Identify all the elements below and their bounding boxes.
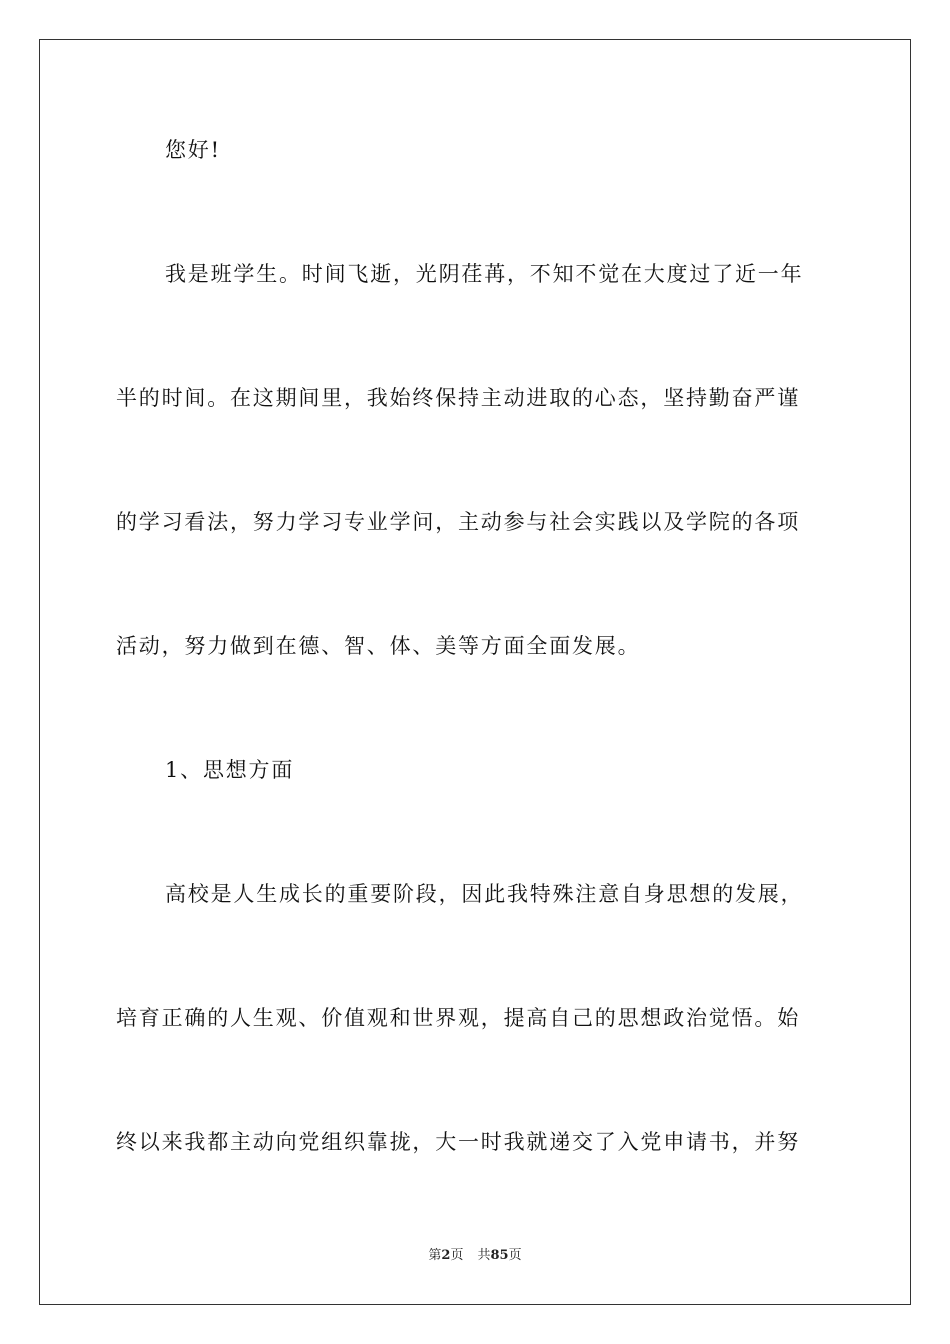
paragraph-line: 终以来我都主动向党组织靠拢，大一时我就递交了入党申请书，并努 bbox=[116, 1130, 800, 1154]
paragraph-line: 活动，努力做到在德、智、体、美等方面全面发展。 bbox=[116, 634, 641, 658]
page-number: 2 bbox=[441, 1248, 451, 1263]
page-suffix: 页 bbox=[450, 1248, 464, 1263]
total-pages: 85 bbox=[490, 1248, 509, 1263]
greeting: 您好! bbox=[165, 138, 221, 162]
total-prefix: 共 bbox=[477, 1248, 491, 1263]
paragraph-line: 的学习看法，努力学习专业学问，主动参与社会实践以及学院的各项 bbox=[116, 510, 800, 534]
page-footer bbox=[0, 1246, 950, 1266]
paragraph-line: 我是班学生。时间飞逝，光阴荏苒，不知不觉在大度过了近一年 bbox=[165, 262, 804, 286]
paragraph-line: 培育正确的人生观、价值观和世界观，提高自己的思想政治觉悟。始 bbox=[116, 1006, 800, 1030]
page-prefix: 第 bbox=[428, 1248, 442, 1263]
total-suffix: 页 bbox=[508, 1248, 522, 1263]
section-heading: 1、思想方面 bbox=[165, 758, 295, 782]
paragraph-line: 半的时间。在这期间里，我始终保持主动进取的心态，坚持勤奋严谨 bbox=[116, 386, 800, 410]
page-border bbox=[39, 39, 911, 1305]
paragraph-line: 高校是人生成长的重要阶段，因此我特殊注意自身思想的发展， bbox=[165, 882, 804, 906]
